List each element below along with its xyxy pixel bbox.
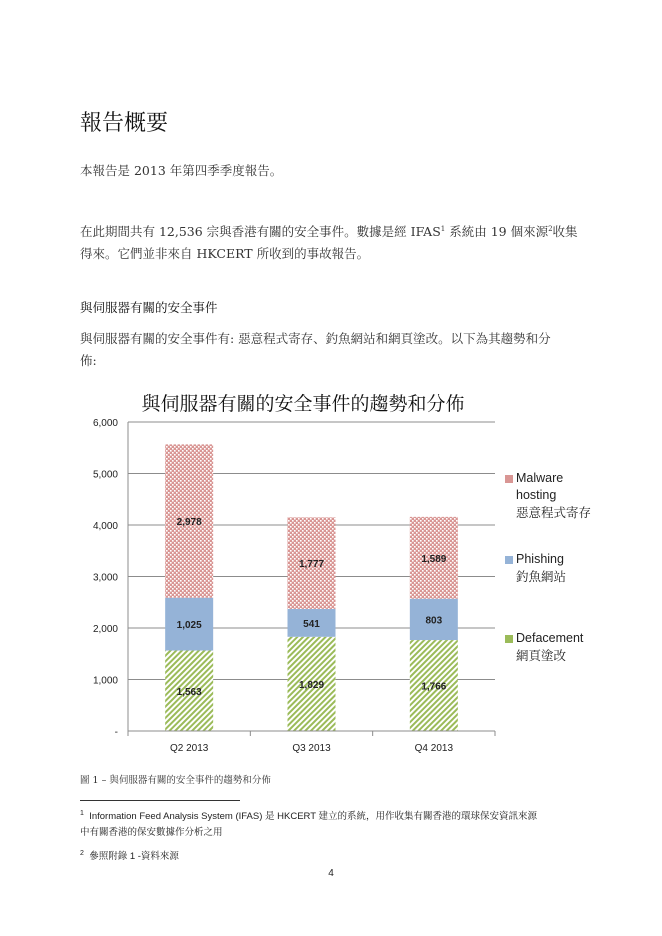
legend-swatch-malware xyxy=(505,475,513,483)
legend-item-malware xyxy=(505,470,596,521)
footnote-1-mark: 1 xyxy=(80,810,84,817)
footnote-1 xyxy=(80,806,590,841)
footnote-ref-1: 1 xyxy=(440,225,446,233)
data-label-defacement: 1,829 xyxy=(298,679,325,691)
summary-part-1: 在此期間共有 12,536 宗與香港有關的安全事件。數據是經 IFAS xyxy=(80,224,441,240)
legend-swatch-defacement xyxy=(505,635,513,643)
summary-paragraph xyxy=(80,218,590,265)
footnote-divider xyxy=(80,800,240,801)
section-description xyxy=(80,328,590,372)
summary-part-3: 收集 xyxy=(552,224,578,240)
legend-item-defacement xyxy=(505,630,583,664)
footnote-1-line-2: 中有關香港的保安數據作分析之用 xyxy=(80,827,223,839)
legend-label-defacement-en: Defacement xyxy=(516,631,584,645)
page-number: 4 xyxy=(328,868,334,879)
intro-text: 本報告是 2013 年第四季季度報告。 xyxy=(80,163,283,178)
data-label-malware: 1,589 xyxy=(421,553,447,565)
y-tick-label: 5,000 xyxy=(92,469,118,481)
x-tick-label: Q4 2013 xyxy=(414,743,454,754)
summary-line-1 xyxy=(80,218,590,243)
y-tick-label: 2,000 xyxy=(92,624,118,635)
footnote-ref-2: 2 xyxy=(548,225,553,233)
figure-caption: 圖 1 – 與伺服器有關的安全事件的趨勢和分佈 xyxy=(80,775,271,786)
section-desc-line-2: 佈: xyxy=(80,353,97,368)
summary-line-2: 得來。它們並非來自 HKCERT 所收到的事故報告。 xyxy=(80,246,370,262)
y-tick-label: 1,000 xyxy=(92,675,118,687)
legend-label-malware-en: Malware hosting xyxy=(516,471,564,502)
data-label-malware: 1,777 xyxy=(298,559,325,571)
data-label-phishing: 541 xyxy=(303,618,320,630)
data-label-malware: 2,978 xyxy=(176,517,202,529)
data-label-defacement: 1,563 xyxy=(176,686,202,698)
legend-label-defacement-zh: 網頁塗改 xyxy=(516,648,567,663)
summary-part-2: 系統由 19 個來源 xyxy=(445,224,549,240)
x-tick-label: Q3 2013 xyxy=(292,743,331,754)
chart-bars xyxy=(165,444,458,731)
footnote-2-mark: 2 xyxy=(80,850,84,857)
y-tick-label: 4,000 xyxy=(92,521,118,532)
chart-title: 與伺服器有關的安全事件的趨勢和分佈 xyxy=(141,393,465,415)
data-label-defacement: 1,766 xyxy=(421,681,447,693)
legend-label-phishing-en: Phishing xyxy=(516,552,564,566)
y-tick-label: 3,000 xyxy=(92,572,118,584)
data-label-phishing: 1,025 xyxy=(176,620,202,632)
data-label-phishing: 803 xyxy=(425,615,443,627)
y-tick-label: - xyxy=(114,727,118,738)
legend-label-phishing-zh: 釣魚網站 xyxy=(516,569,567,584)
footnote-2-text: 參照附錄 1 -資料來源 xyxy=(89,851,179,863)
page-title: 報告概要 xyxy=(80,111,169,136)
footnote-2 xyxy=(80,846,179,865)
legend-label-malware-zh: 惡意程式寄存 xyxy=(516,505,592,520)
y-tick-label: 6,000 xyxy=(92,418,118,429)
section-title: 與伺服器有關的安全事件 xyxy=(80,300,218,315)
legend-item-phishing xyxy=(505,551,566,585)
section-desc-line-1: 與伺服器有關的安全事件有: 惡意程式寄存、釣魚網站和網頁塗改。以下為其趨勢和分 xyxy=(80,331,551,346)
x-tick-label: Q2 2013 xyxy=(169,743,209,754)
footnote-1-text: Information Feed Analysis System (IFAS) 是 HKCERT 建立的系統，用作收集有關香港的環球保安資訊來源 xyxy=(89,811,537,823)
legend-swatch-phishing xyxy=(505,556,513,564)
footnote-1-line-1 xyxy=(80,806,590,825)
